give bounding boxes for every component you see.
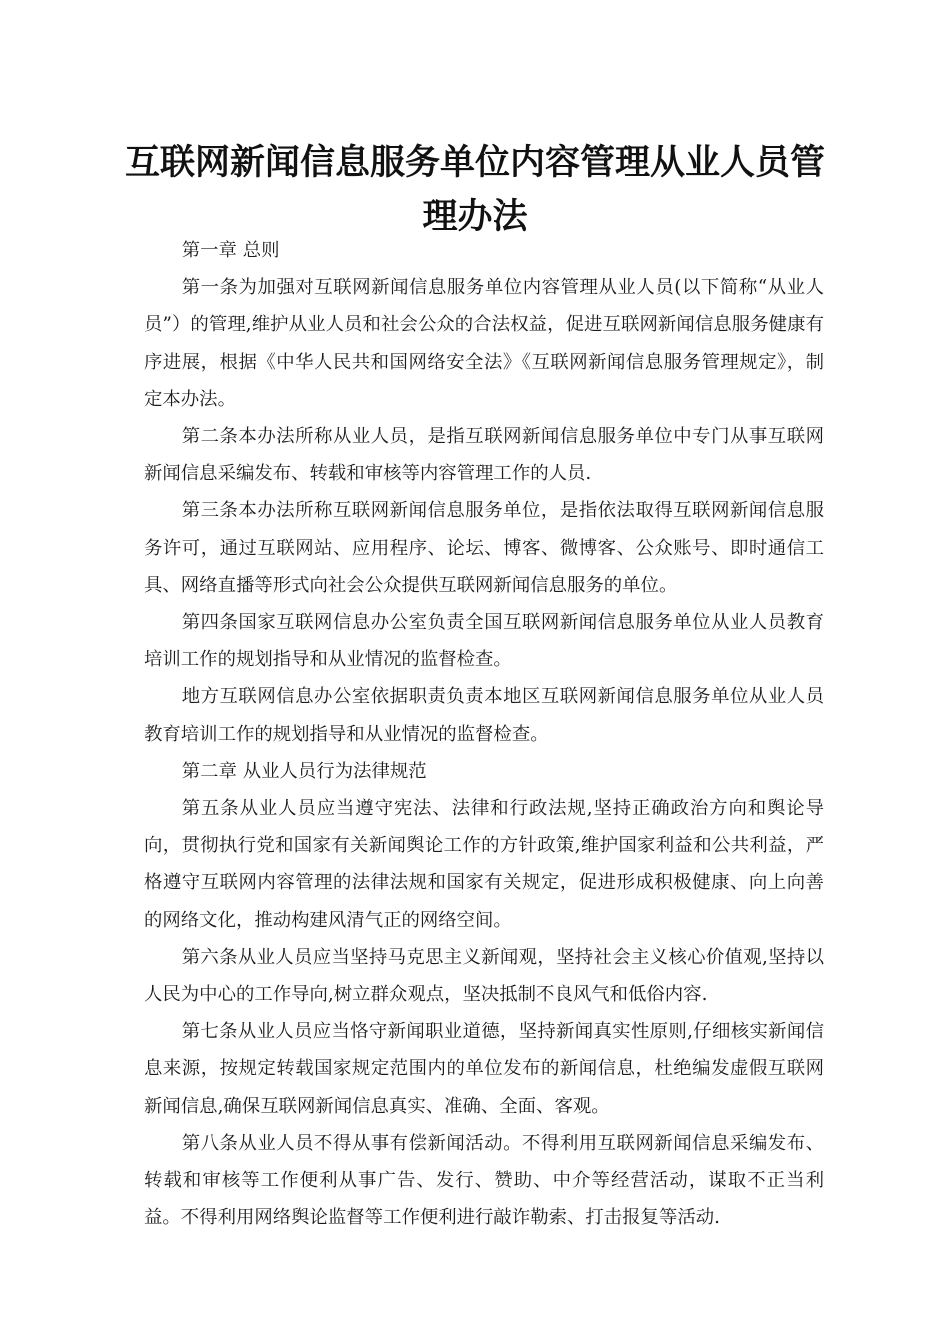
article-paragraph: 第二条本办法所称从业人员，是指互联网新闻信息服务单位中专门从事互联网新闻信息采编发布、转载和审核等内容管理工作的人员.: [144, 426, 824, 485]
article-paragraph: 第五条从业人员应当遵守宪法、法律和行政法规,坚持正确政治方向和舆论导向，贯彻执行党和国家有关新闻舆论工作的方针政策,维护国家利益和公共利益，严格遵守互联网内容管理的法律法规和国家有关规定，促进形成积极健康、向上向善的网络文化，推动构建风清气正的网络空间。: [144, 798, 824, 931]
article-paragraph: 第七条从业人员应当恪守新闻职业道德，坚持新闻真实性原则,仔细核实新闻信息来源，按规定转载国家规定范围内的单位发布的新闻信息，杜绝编发虚假互联网新闻信息,确保互联网新闻信息真实、准确、全面、客观。: [144, 1021, 824, 1117]
article-paragraph: 地方互联网信息办公室依据职责负责本地区互联网新闻信息服务单位从业人员教育培训工作的规划指导和从业情况的监督检查。: [144, 686, 824, 745]
article-paragraph: 第四条国家互联网信息办公室负责全国互联网新闻信息服务单位从业人员教育培训工作的规划指导和从业情况的监督检查。: [144, 612, 824, 671]
document-title: 互联网新闻信息服务单位内容管理从业人员管理办法: [124, 143, 825, 237]
article-paragraph: 第八条从业人员不得从事有偿新闻活动。不得利用互联网新闻信息采编发布、转载和审核等工作便利从事广告、发行、赞助、中介等经营活动，谋取不正当利益。不得利用网络舆论监督等工作便利进行敲诈勒索、打击报复等活动.: [144, 1132, 824, 1229]
chapter-heading: 第二章 从业人员行为法律规范: [181, 760, 427, 782]
document-body: [144, 232, 824, 1236]
article-paragraph: 第一条为加强对互联网新闻信息服务单位内容管理从业人员(以下简称“从业人员”）的管理,维护从业人员和社会公众的合法权益，促进互联网新闻信息服务健康有序进展，根据《中华人民共和国网络安全法》《互联网新闻信息服务管理规定》，制定本办法。: [144, 277, 824, 410]
article-paragraph: 第六条从业人员应当坚持马克思主义新闻观，坚持社会主义核心价值观,坚持以人民为中心的工作导向,树立群众观点，坚决抵制不良风气和低俗内容.: [144, 946, 824, 1006]
chapter-heading: 第一章 总则: [181, 240, 280, 261]
article-paragraph: 第三条本办法所称互联网新闻信息服务单位，是指依法取得互联网新闻信息服务许可，通过互联网站、应用程序、论坛、博客、微博客、公众账号、即时通信工具、网络直播等形式向社会公众提供互联网新闻信息服务的单位。: [144, 500, 824, 596]
